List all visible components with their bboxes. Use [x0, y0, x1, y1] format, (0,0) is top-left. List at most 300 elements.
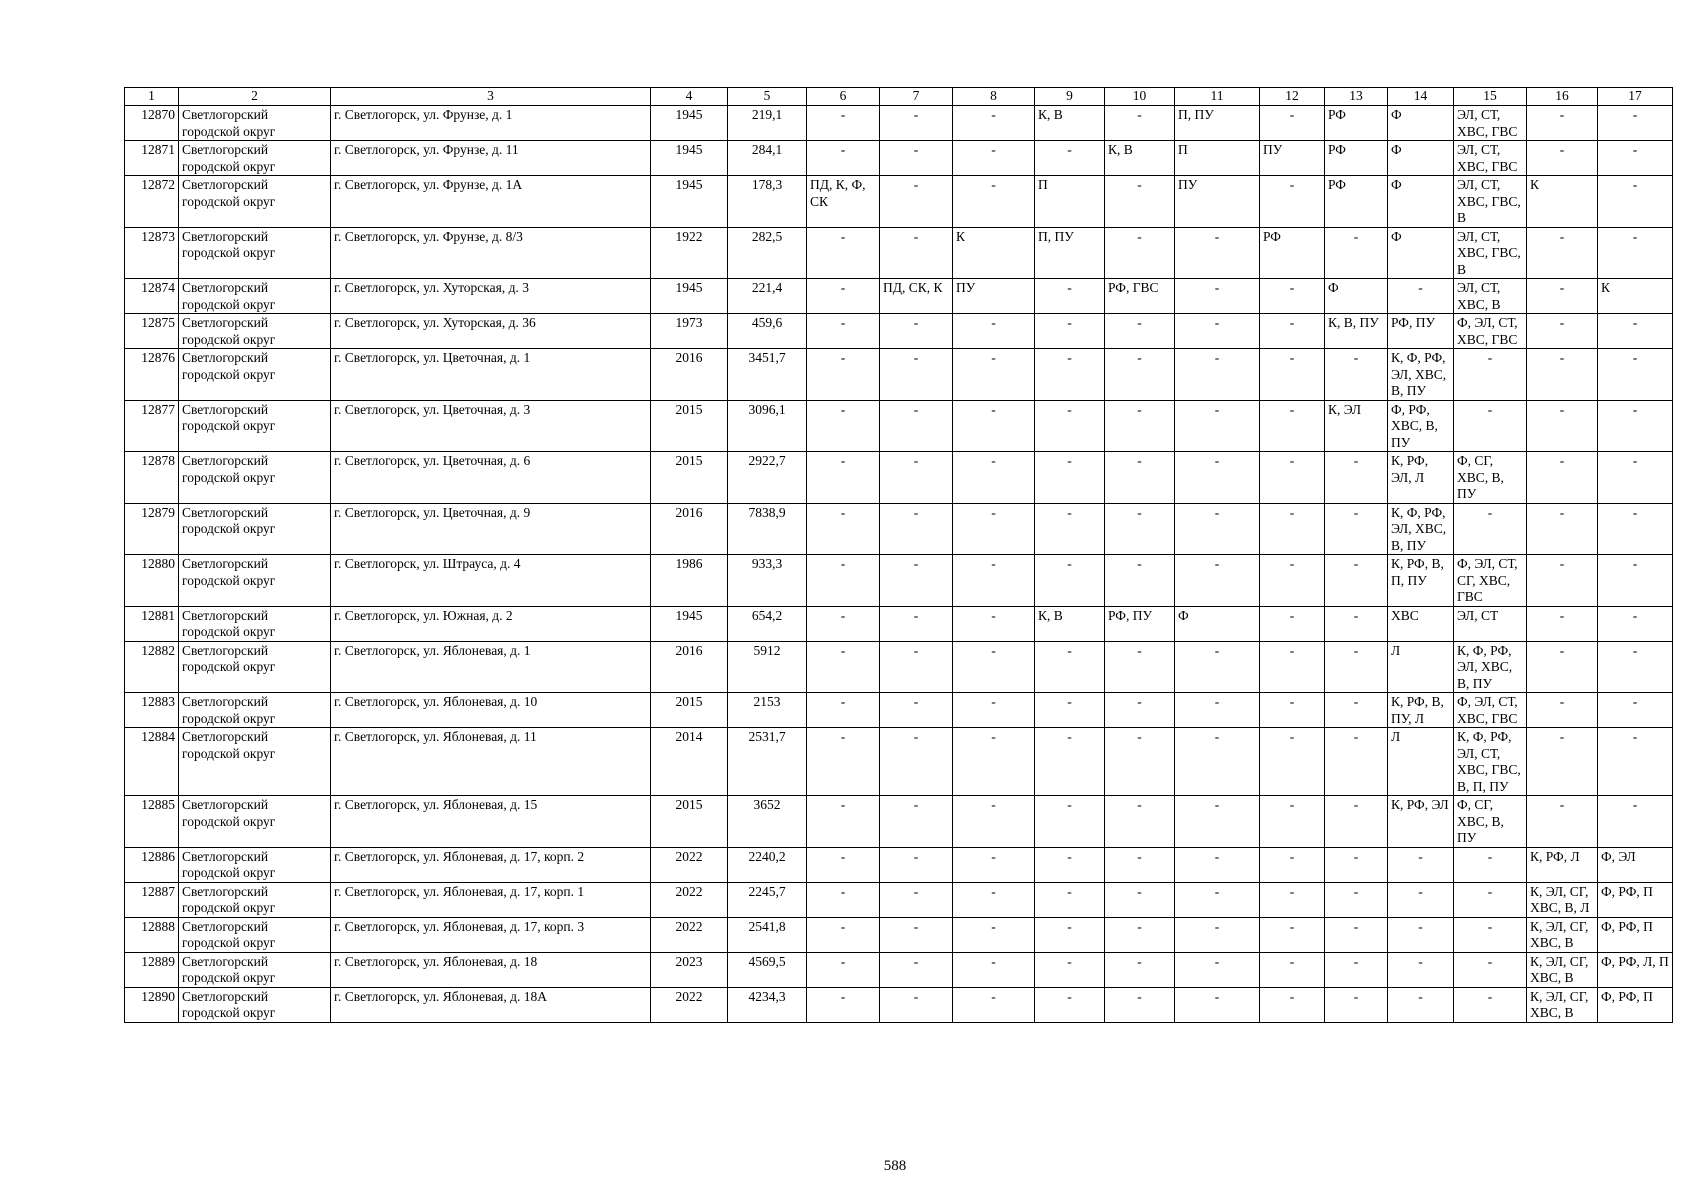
column-header-2: 2: [179, 88, 331, 106]
attribute-cell-col-12: -: [1260, 106, 1325, 141]
district-cell: Светлогорский городской округ: [179, 882, 331, 917]
attribute-cell-col-10: -: [1105, 349, 1175, 401]
attribute-cell-col-13: -: [1325, 882, 1388, 917]
column-header-14: 14: [1388, 88, 1454, 106]
attribute-cell-col-13: -: [1325, 452, 1388, 504]
table-body: [125, 106, 1673, 1023]
attribute-cell-col-16: -: [1527, 503, 1598, 555]
year-cell: 1945: [651, 279, 728, 314]
attribute-cell-col-6: -: [807, 952, 880, 987]
attribute-cell-col-13: -: [1325, 728, 1388, 796]
attribute-cell-col-17: -: [1598, 176, 1673, 228]
attribute-cell-col-11: -: [1175, 796, 1260, 848]
attribute-cell-col-9: -: [1035, 693, 1105, 728]
table-row: [125, 952, 1673, 987]
attribute-cell-col-12: -: [1260, 917, 1325, 952]
attribute-cell-col-15: -: [1454, 847, 1527, 882]
attribute-cell-col-15: ЭЛ, СТ, ХВС, ГВС, В: [1454, 227, 1527, 279]
area-cell: 3096,1: [728, 400, 807, 452]
attribute-cell-col-12: -: [1260, 176, 1325, 228]
attribute-cell-col-17: -: [1598, 349, 1673, 401]
address-cell: г. Светлогорск, ул. Яблоневая, д. 18А: [331, 987, 651, 1022]
attribute-cell-col-16: -: [1527, 314, 1598, 349]
area-cell: 178,3: [728, 176, 807, 228]
attribute-cell-col-7: -: [880, 314, 953, 349]
attribute-cell-col-7: -: [880, 400, 953, 452]
attribute-cell-col-16: -: [1527, 279, 1598, 314]
district-cell: Светлогорский городской округ: [179, 728, 331, 796]
address-cell: г. Светлогорск, ул. Фрунзе, д. 1А: [331, 176, 651, 228]
attribute-cell-col-7: -: [880, 641, 953, 693]
attribute-cell-col-13: -: [1325, 227, 1388, 279]
attribute-cell-col-6: -: [807, 227, 880, 279]
attribute-cell-col-14: Л: [1388, 641, 1454, 693]
attribute-cell-col-17: -: [1598, 796, 1673, 848]
attribute-cell-col-17: Ф, РФ, Л, П: [1598, 952, 1673, 987]
table-row: [125, 882, 1673, 917]
address-cell: г. Светлогорск, ул. Цветочная, д. 9: [331, 503, 651, 555]
column-header-3: 3: [331, 88, 651, 106]
attribute-cell-col-6: -: [807, 796, 880, 848]
year-cell: 1973: [651, 314, 728, 349]
attribute-cell-col-14: К, РФ, ЭЛ, Л: [1388, 452, 1454, 504]
attribute-cell-col-9: -: [1035, 641, 1105, 693]
address-cell: г. Светлогорск, ул. Яблоневая, д. 17, корп. 1: [331, 882, 651, 917]
district-cell: Светлогорский городской округ: [179, 349, 331, 401]
attribute-cell-col-11: -: [1175, 987, 1260, 1022]
attribute-cell-col-8: -: [953, 400, 1035, 452]
attribute-cell-col-10: РФ, ПУ: [1105, 606, 1175, 641]
attribute-cell-col-11: -: [1175, 641, 1260, 693]
area-cell: 3652: [728, 796, 807, 848]
attribute-cell-col-14: Ф: [1388, 227, 1454, 279]
attribute-cell-col-10: -: [1105, 400, 1175, 452]
attribute-cell-col-8: -: [953, 641, 1035, 693]
attribute-cell-col-9: -: [1035, 452, 1105, 504]
attribute-cell-col-8: -: [953, 349, 1035, 401]
district-cell: Светлогорский городской округ: [179, 796, 331, 848]
attribute-cell-col-9: -: [1035, 728, 1105, 796]
area-cell: 2245,7: [728, 882, 807, 917]
attribute-cell-col-12: -: [1260, 314, 1325, 349]
attribute-cell-col-10: -: [1105, 106, 1175, 141]
district-cell: Светлогорский городской округ: [179, 917, 331, 952]
column-header-6: 6: [807, 88, 880, 106]
attribute-cell-col-17: Ф, РФ, П: [1598, 917, 1673, 952]
attribute-cell-col-11: ПУ: [1175, 176, 1260, 228]
attribute-cell-col-7: -: [880, 503, 953, 555]
address-cell: г. Светлогорск, ул. Фрунзе, д. 1: [331, 106, 651, 141]
attribute-cell-col-12: -: [1260, 847, 1325, 882]
area-cell: 5912: [728, 641, 807, 693]
attribute-cell-col-13: РФ: [1325, 176, 1388, 228]
attribute-cell-col-10: -: [1105, 987, 1175, 1022]
attribute-cell-col-6: -: [807, 847, 880, 882]
attribute-cell-col-17: -: [1598, 452, 1673, 504]
attribute-cell-col-11: -: [1175, 555, 1260, 607]
attribute-cell-col-9: -: [1035, 796, 1105, 848]
attribute-cell-col-14: Л: [1388, 728, 1454, 796]
table-row: [125, 641, 1673, 693]
attribute-cell-col-10: -: [1105, 728, 1175, 796]
row-number-cell: 12887: [125, 882, 179, 917]
year-cell: 2022: [651, 847, 728, 882]
attribute-cell-col-8: -: [953, 693, 1035, 728]
column-header-17: 17: [1598, 88, 1673, 106]
row-number-cell: 12875: [125, 314, 179, 349]
register-table: [124, 87, 1673, 1023]
attribute-cell-col-12: -: [1260, 452, 1325, 504]
area-cell: 459,6: [728, 314, 807, 349]
attribute-cell-col-6: -: [807, 606, 880, 641]
attribute-cell-col-6: -: [807, 452, 880, 504]
row-number-cell: 12886: [125, 847, 179, 882]
attribute-cell-col-11: -: [1175, 279, 1260, 314]
row-number-cell: 12878: [125, 452, 179, 504]
attribute-cell-col-7: -: [880, 106, 953, 141]
attribute-cell-col-7: -: [880, 952, 953, 987]
attribute-cell-col-13: К, В, ПУ: [1325, 314, 1388, 349]
attribute-cell-col-8: К: [953, 227, 1035, 279]
area-cell: 2153: [728, 693, 807, 728]
attribute-cell-col-7: -: [880, 141, 953, 176]
attribute-cell-col-7: -: [880, 606, 953, 641]
attribute-cell-col-16: -: [1527, 452, 1598, 504]
attribute-cell-col-13: -: [1325, 606, 1388, 641]
attribute-cell-col-17: -: [1598, 693, 1673, 728]
attribute-cell-col-6: -: [807, 279, 880, 314]
attribute-cell-col-7: -: [880, 693, 953, 728]
area-cell: 282,5: [728, 227, 807, 279]
attribute-cell-col-16: -: [1527, 400, 1598, 452]
attribute-cell-col-12: -: [1260, 641, 1325, 693]
attribute-cell-col-7: -: [880, 452, 953, 504]
column-header-8: 8: [953, 88, 1035, 106]
row-number-cell: 12885: [125, 796, 179, 848]
year-cell: 2022: [651, 987, 728, 1022]
column-header-11: 11: [1175, 88, 1260, 106]
attribute-cell-col-9: К, В: [1035, 606, 1105, 641]
column-header-16: 16: [1527, 88, 1598, 106]
column-number-header-row: [125, 88, 1673, 106]
attribute-cell-col-16: К, ЭЛ, СГ, ХВС, В: [1527, 952, 1598, 987]
attribute-cell-col-15: ЭЛ, СТ, ХВС, ГВС, В: [1454, 176, 1527, 228]
attribute-cell-col-8: -: [953, 796, 1035, 848]
attribute-cell-col-14: К, Ф, РФ, ЭЛ, ХВС, В, ПУ: [1388, 503, 1454, 555]
year-cell: 1945: [651, 106, 728, 141]
area-cell: 284,1: [728, 141, 807, 176]
table-row: [125, 847, 1673, 882]
row-number-cell: 12871: [125, 141, 179, 176]
attribute-cell-col-6: -: [807, 400, 880, 452]
row-number-cell: 12882: [125, 641, 179, 693]
year-cell: 2015: [651, 796, 728, 848]
attribute-cell-col-15: ЭЛ, СТ, ХВС, В: [1454, 279, 1527, 314]
attribute-cell-col-12: -: [1260, 693, 1325, 728]
row-number-cell: 12877: [125, 400, 179, 452]
attribute-cell-col-14: -: [1388, 987, 1454, 1022]
year-cell: 2015: [651, 400, 728, 452]
column-header-15: 15: [1454, 88, 1527, 106]
row-number-cell: 12881: [125, 606, 179, 641]
attribute-cell-col-15: -: [1454, 503, 1527, 555]
attribute-cell-col-13: РФ: [1325, 141, 1388, 176]
table-row: [125, 349, 1673, 401]
attribute-cell-col-10: -: [1105, 503, 1175, 555]
attribute-cell-col-15: Ф, ЭЛ, СТ, ХВС, ГВС: [1454, 693, 1527, 728]
row-number-cell: 12873: [125, 227, 179, 279]
attribute-cell-col-16: -: [1527, 227, 1598, 279]
attribute-cell-col-8: -: [953, 728, 1035, 796]
attribute-cell-col-10: -: [1105, 176, 1175, 228]
attribute-cell-col-9: -: [1035, 279, 1105, 314]
attribute-cell-col-7: -: [880, 349, 953, 401]
district-cell: Светлогорский городской округ: [179, 176, 331, 228]
attribute-cell-col-16: К: [1527, 176, 1598, 228]
district-cell: Светлогорский городской округ: [179, 952, 331, 987]
attribute-cell-col-7: -: [880, 987, 953, 1022]
column-header-9: 9: [1035, 88, 1105, 106]
attribute-cell-col-7: -: [880, 728, 953, 796]
attribute-cell-col-8: -: [953, 847, 1035, 882]
year-cell: 2015: [651, 693, 728, 728]
table-row: [125, 728, 1673, 796]
attribute-cell-col-10: К, В: [1105, 141, 1175, 176]
area-cell: 654,2: [728, 606, 807, 641]
attribute-cell-col-11: -: [1175, 452, 1260, 504]
year-cell: 2022: [651, 917, 728, 952]
address-cell: г. Светлогорск, ул. Фрунзе, д. 8/3: [331, 227, 651, 279]
year-cell: 2015: [651, 452, 728, 504]
attribute-cell-col-11: -: [1175, 917, 1260, 952]
district-cell: Светлогорский городской округ: [179, 400, 331, 452]
attribute-cell-col-7: -: [880, 882, 953, 917]
column-header-10: 10: [1105, 88, 1175, 106]
attribute-cell-col-14: К, Ф, РФ, ЭЛ, ХВС, В, ПУ: [1388, 349, 1454, 401]
attribute-cell-col-13: -: [1325, 641, 1388, 693]
attribute-cell-col-14: ХВС: [1388, 606, 1454, 641]
attribute-cell-col-9: -: [1035, 847, 1105, 882]
attribute-cell-col-8: -: [953, 987, 1035, 1022]
table-row: [125, 227, 1673, 279]
attribute-cell-col-17: -: [1598, 141, 1673, 176]
attribute-cell-col-10: -: [1105, 452, 1175, 504]
attribute-cell-col-14: Ф: [1388, 106, 1454, 141]
attribute-cell-col-16: -: [1527, 106, 1598, 141]
address-cell: г. Светлогорск, ул. Яблоневая, д. 1: [331, 641, 651, 693]
attribute-cell-col-12: -: [1260, 728, 1325, 796]
column-header-12: 12: [1260, 88, 1325, 106]
address-cell: г. Светлогорск, ул. Яблоневая, д. 18: [331, 952, 651, 987]
attribute-cell-col-16: К, ЭЛ, СГ, ХВС, В: [1527, 987, 1598, 1022]
table-row: [125, 917, 1673, 952]
row-number-cell: 12870: [125, 106, 179, 141]
address-cell: г. Светлогорск, ул. Цветочная, д. 6: [331, 452, 651, 504]
attribute-cell-col-15: ЭЛ, СТ: [1454, 606, 1527, 641]
attribute-cell-col-13: -: [1325, 917, 1388, 952]
attribute-cell-col-12: -: [1260, 796, 1325, 848]
attribute-cell-col-11: -: [1175, 400, 1260, 452]
table-row: [125, 555, 1673, 607]
attribute-cell-col-16: -: [1527, 349, 1598, 401]
year-cell: 2016: [651, 641, 728, 693]
attribute-cell-col-16: -: [1527, 555, 1598, 607]
attribute-cell-col-9: П, ПУ: [1035, 227, 1105, 279]
attribute-cell-col-11: П, ПУ: [1175, 106, 1260, 141]
district-cell: Светлогорский городской округ: [179, 141, 331, 176]
attribute-cell-col-13: -: [1325, 349, 1388, 401]
column-header-1: 1: [125, 88, 179, 106]
year-cell: 1945: [651, 141, 728, 176]
attribute-cell-col-8: -: [953, 503, 1035, 555]
area-cell: 933,3: [728, 555, 807, 607]
attribute-cell-col-15: -: [1454, 917, 1527, 952]
attribute-cell-col-12: -: [1260, 987, 1325, 1022]
row-number-cell: 12876: [125, 349, 179, 401]
attribute-cell-col-7: -: [880, 227, 953, 279]
attribute-cell-col-15: К, Ф, РФ, ЭЛ, СТ, ХВС, ГВС, В, П, ПУ: [1454, 728, 1527, 796]
attribute-cell-col-13: -: [1325, 987, 1388, 1022]
attribute-cell-col-17: -: [1598, 606, 1673, 641]
district-cell: Светлогорский городской округ: [179, 503, 331, 555]
column-header-7: 7: [880, 88, 953, 106]
area-cell: 2922,7: [728, 452, 807, 504]
row-number-cell: 12872: [125, 176, 179, 228]
attribute-cell-col-14: Ф, РФ, ХВС, В, ПУ: [1388, 400, 1454, 452]
attribute-cell-col-11: П: [1175, 141, 1260, 176]
attribute-cell-col-16: -: [1527, 796, 1598, 848]
attribute-cell-col-16: К, ЭЛ, СГ, ХВС, В, Л: [1527, 882, 1598, 917]
attribute-cell-col-16: -: [1527, 641, 1598, 693]
attribute-cell-col-6: -: [807, 728, 880, 796]
address-cell: г. Светлогорск, ул. Яблоневая, д. 15: [331, 796, 651, 848]
district-cell: Светлогорский городской округ: [179, 606, 331, 641]
attribute-cell-col-15: -: [1454, 952, 1527, 987]
attribute-cell-col-10: -: [1105, 555, 1175, 607]
attribute-cell-col-15: Ф, ЭЛ, СТ, СГ, ХВС, ГВС: [1454, 555, 1527, 607]
attribute-cell-col-15: ЭЛ, СТ, ХВС, ГВС: [1454, 141, 1527, 176]
attribute-cell-col-12: -: [1260, 279, 1325, 314]
table-row: [125, 452, 1673, 504]
attribute-cell-col-14: -: [1388, 847, 1454, 882]
attribute-cell-col-7: -: [880, 847, 953, 882]
attribute-cell-col-15: Ф, ЭЛ, СТ, ХВС, ГВС: [1454, 314, 1527, 349]
attribute-cell-col-7: -: [880, 555, 953, 607]
attribute-cell-col-13: К, ЭЛ: [1325, 400, 1388, 452]
attribute-cell-col-8: -: [953, 952, 1035, 987]
attribute-cell-col-8: ПУ: [953, 279, 1035, 314]
district-cell: Светлогорский городской округ: [179, 106, 331, 141]
attribute-cell-col-13: -: [1325, 693, 1388, 728]
attribute-cell-col-15: -: [1454, 349, 1527, 401]
attribute-cell-col-13: Ф: [1325, 279, 1388, 314]
attribute-cell-col-14: -: [1388, 952, 1454, 987]
attribute-cell-col-12: ПУ: [1260, 141, 1325, 176]
area-cell: 2240,2: [728, 847, 807, 882]
area-cell: 3451,7: [728, 349, 807, 401]
area-cell: 2541,8: [728, 917, 807, 952]
district-cell: Светлогорский городской округ: [179, 452, 331, 504]
attribute-cell-col-11: Ф: [1175, 606, 1260, 641]
attribute-cell-col-14: К, РФ, В, ПУ, Л: [1388, 693, 1454, 728]
attribute-cell-col-16: -: [1527, 606, 1598, 641]
attribute-cell-col-17: -: [1598, 641, 1673, 693]
attribute-cell-col-13: -: [1325, 555, 1388, 607]
attribute-cell-col-17: -: [1598, 503, 1673, 555]
address-cell: г. Светлогорск, ул. Хуторская, д. 36: [331, 314, 651, 349]
attribute-cell-col-9: -: [1035, 987, 1105, 1022]
attribute-cell-col-6: -: [807, 555, 880, 607]
table-row: [125, 693, 1673, 728]
district-cell: Светлогорский городской округ: [179, 314, 331, 349]
row-number-cell: 12874: [125, 279, 179, 314]
area-cell: 219,1: [728, 106, 807, 141]
attribute-cell-col-14: К, РФ, ЭЛ: [1388, 796, 1454, 848]
address-cell: г. Светлогорск, ул. Цветочная, д. 3: [331, 400, 651, 452]
attribute-cell-col-12: -: [1260, 606, 1325, 641]
attribute-cell-col-11: -: [1175, 349, 1260, 401]
table-row: [125, 987, 1673, 1022]
attribute-cell-col-14: Ф: [1388, 176, 1454, 228]
attribute-cell-col-14: РФ, ПУ: [1388, 314, 1454, 349]
address-cell: г. Светлогорск, ул. Фрунзе, д. 11: [331, 141, 651, 176]
attribute-cell-col-17: -: [1598, 227, 1673, 279]
attribute-cell-col-13: -: [1325, 847, 1388, 882]
district-cell: Светлогорский городской округ: [179, 847, 331, 882]
attribute-cell-col-6: -: [807, 141, 880, 176]
attribute-cell-col-17: -: [1598, 728, 1673, 796]
attribute-cell-col-6: -: [807, 314, 880, 349]
row-number-cell: 12880: [125, 555, 179, 607]
attribute-cell-col-17: Ф, ЭЛ: [1598, 847, 1673, 882]
attribute-cell-col-9: -: [1035, 952, 1105, 987]
attribute-cell-col-15: Ф, СГ, ХВС, В, ПУ: [1454, 796, 1527, 848]
table-row: [125, 106, 1673, 141]
attribute-cell-col-8: -: [953, 141, 1035, 176]
district-cell: Светлогорский городской округ: [179, 227, 331, 279]
attribute-cell-col-10: -: [1105, 641, 1175, 693]
attribute-cell-col-9: -: [1035, 141, 1105, 176]
attribute-cell-col-12: -: [1260, 503, 1325, 555]
address-cell: г. Светлогорск, ул. Цветочная, д. 1: [331, 349, 651, 401]
year-cell: 1922: [651, 227, 728, 279]
table-row: [125, 141, 1673, 176]
attribute-cell-col-14: -: [1388, 917, 1454, 952]
district-cell: Светлогорский городской округ: [179, 987, 331, 1022]
row-number-cell: 12879: [125, 503, 179, 555]
attribute-cell-col-10: РФ, ГВС: [1105, 279, 1175, 314]
attribute-cell-col-15: -: [1454, 882, 1527, 917]
column-header-4: 4: [651, 88, 728, 106]
attribute-cell-col-10: -: [1105, 917, 1175, 952]
attribute-cell-col-15: К, Ф, РФ, ЭЛ, ХВС, В, ПУ: [1454, 641, 1527, 693]
attribute-cell-col-12: -: [1260, 952, 1325, 987]
attribute-cell-col-12: -: [1260, 400, 1325, 452]
attribute-cell-col-6: ПД, К, Ф, СК: [807, 176, 880, 228]
attribute-cell-col-6: -: [807, 693, 880, 728]
attribute-cell-col-8: -: [953, 882, 1035, 917]
attribute-cell-col-8: -: [953, 917, 1035, 952]
attribute-cell-col-17: -: [1598, 106, 1673, 141]
attribute-cell-col-12: РФ: [1260, 227, 1325, 279]
year-cell: 2016: [651, 503, 728, 555]
attribute-cell-col-7: -: [880, 796, 953, 848]
table-row: [125, 314, 1673, 349]
attribute-cell-col-13: -: [1325, 952, 1388, 987]
attribute-cell-col-9: П: [1035, 176, 1105, 228]
attribute-cell-col-9: К, В: [1035, 106, 1105, 141]
attribute-cell-col-6: -: [807, 917, 880, 952]
